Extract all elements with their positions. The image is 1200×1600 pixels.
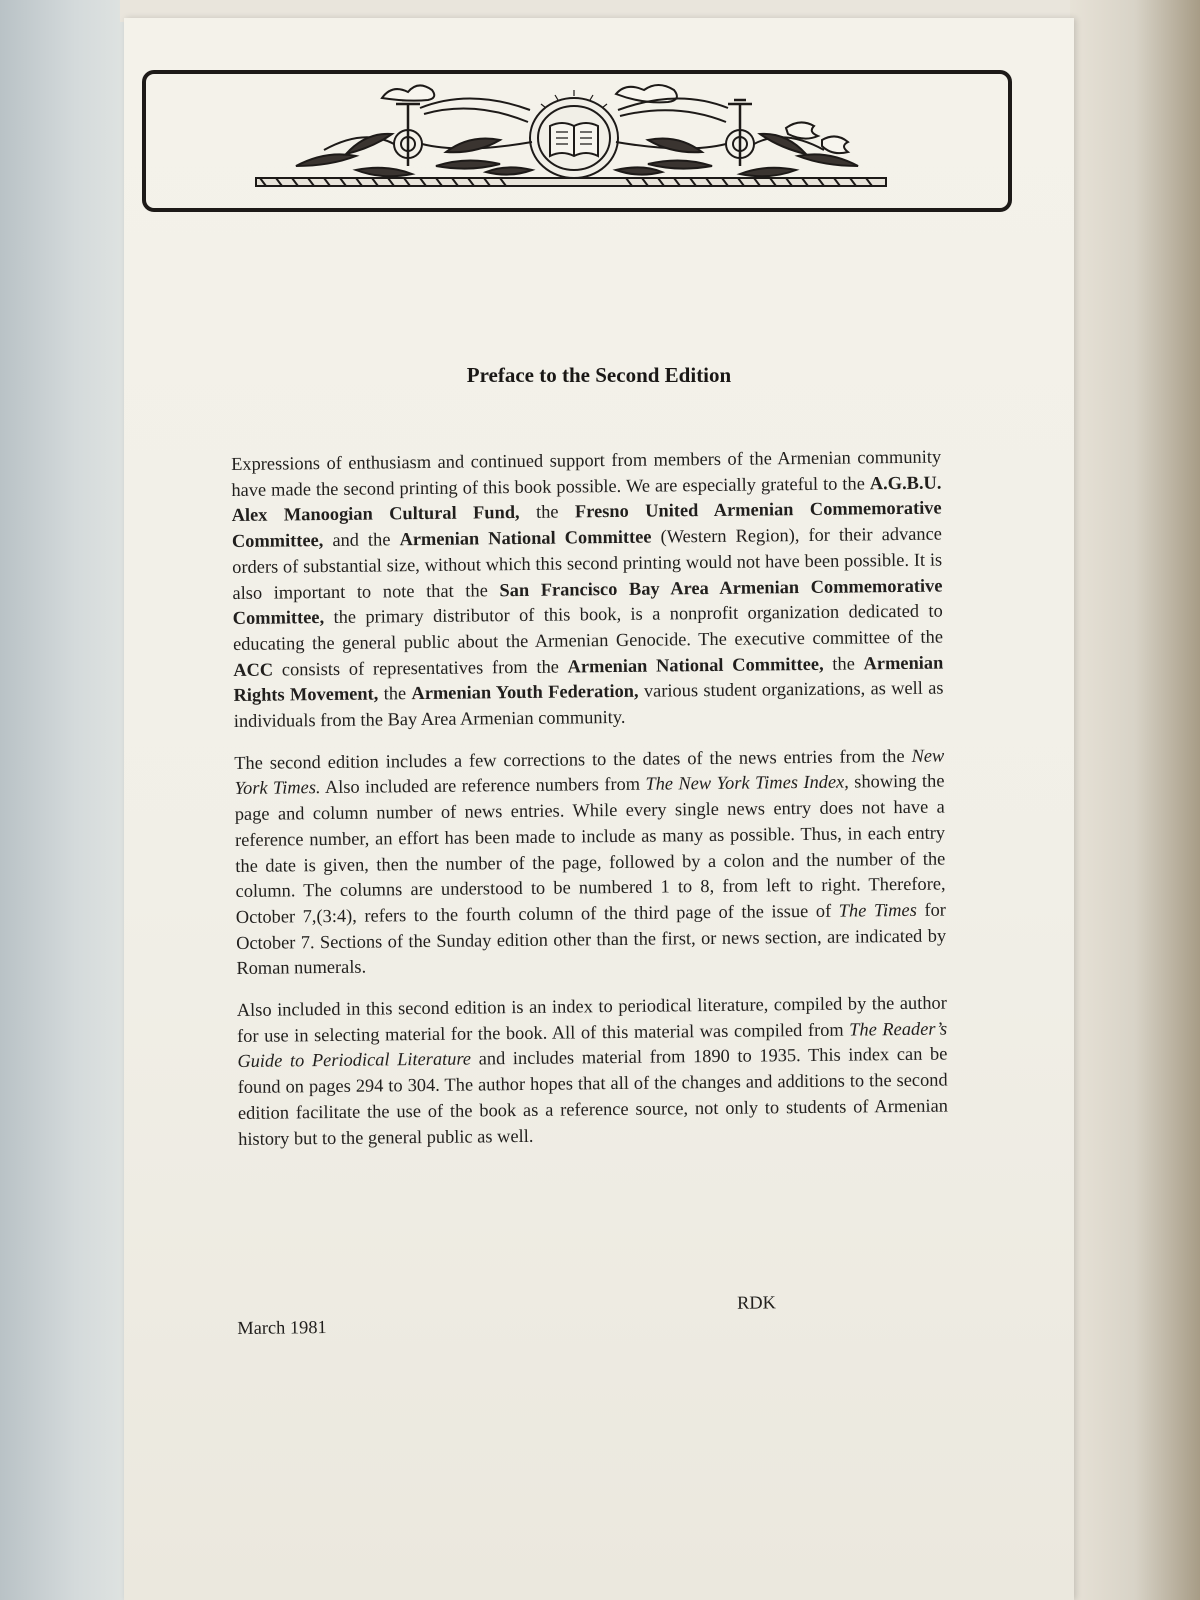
author-initials: RDK	[736, 1292, 777, 1313]
paragraph	[231, 445, 944, 735]
emphasis-run: Armenian National Committee,	[567, 653, 824, 677]
emphasis-run: Armenian Youth Federation,	[411, 681, 639, 704]
text-run: Expressions of enthusiasm and continued support from members of the Armenian community have made the second printing of this book possible. We are especially grateful to the	[231, 446, 942, 500]
paragraph	[237, 991, 949, 1153]
text-run: The second edition includes a few corrections to the dates of the news entries from the	[234, 745, 912, 773]
emphasis-run: San Francisco Bay Area Armenian Commemorative Committee,	[232, 575, 943, 629]
text-run: the primary distributor of this book, is a nonprofit organization dedicated to educating the general public about the Armenian Genocide. The executive committee of the	[232, 600, 944, 654]
page-title: Preface to the Second Edition	[466, 363, 732, 387]
text-run: various student organizations, as well as individuals from the Bay Area Armenian community.	[233, 677, 944, 732]
signoff	[237, 1291, 938, 1358]
emphasis-run: Armenian National Committee	[399, 526, 652, 550]
emphasis-run: The New York Times Index,	[645, 771, 849, 795]
text-run: consists of representatives from the	[273, 656, 568, 680]
page-stack-edge	[1070, 0, 1200, 1600]
text-run: the	[378, 683, 412, 704]
facing-page-edge	[0, 0, 126, 1600]
paragraph	[234, 743, 946, 982]
text-run: for October 7. Sections of the Sunday edition other than the first, or news section, are indicated by Roman numerals.	[236, 899, 947, 979]
text-run: and includes material from 1890 to 1935. This index can be found on pages 294 to 304. The author hopes that all of the changes and additions to the second edition facilitate the use of the book as a reference source, not only to students of Armenian history but to the general public as well.	[237, 1044, 948, 1149]
text-run: (Western Region), for their advance orders of substantial size, without which this second printing would not have been possible. It is also important to note that the	[232, 523, 943, 603]
emphasis-run: The Reader’s Guide to Periodical Literature	[237, 1018, 948, 1072]
ornamental-book-banner-icon	[146, 74, 1008, 208]
preface-body	[231, 445, 948, 1169]
text-run: the	[823, 653, 864, 674]
text-run: showing the page and column number of news entries. While every single news entry does not have a reference number, an effort has been made to include as many as possible. Thus, in each entry the date is given, then the number of the page, followed by a colon and the number of the column. The columns are understood to be numbered 1 to 8, from left to right. Therefore, October 7,(3:4), refers to the fourth column of the third page of the issue of	[234, 770, 946, 927]
preface-date: March 1981	[237, 1317, 327, 1338]
text-run: Also included in this second edition is an index to periodical literature, compiled by the author for use in selecting material for the book. All of this material was compiled from	[236, 992, 947, 1046]
text-run: Also included are reference numbers from	[320, 774, 646, 798]
text-run: and the	[323, 529, 400, 551]
emphasis-run: The Times	[838, 899, 917, 921]
document-page	[124, 18, 1074, 1600]
emphasis-run: New York Times.	[234, 745, 945, 799]
ornamental-banner	[142, 70, 1012, 212]
text-run: the	[519, 501, 576, 523]
emphasis-run: A.G.B.U. Alex Manoogian Cultural Fund,	[231, 472, 942, 526]
emphasis-run: ACC	[233, 659, 274, 680]
emphasis-run: Armenian Rights Movement,	[233, 652, 944, 706]
emphasis-run: Fresno United Armenian Commemorative Committee,	[231, 497, 942, 552]
